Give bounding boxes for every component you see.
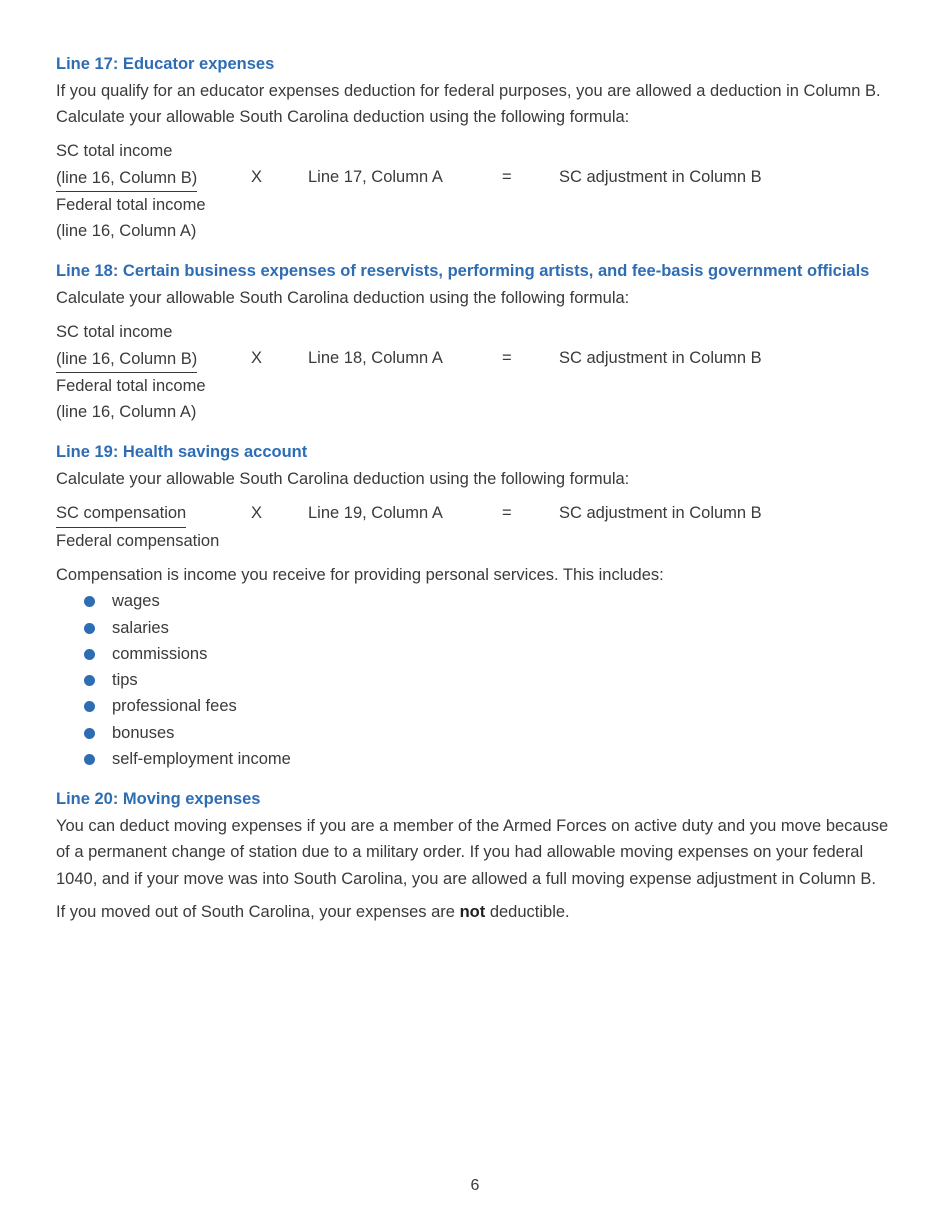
line17-equals: = [502,168,512,187]
list-item-text: self-employment income [112,750,291,769]
list-item [56,720,896,746]
page-number: 6 [470,1177,480,1194]
line19-result: SC adjustment in Column B [559,504,762,523]
list-item [56,588,896,614]
bullet-icon [84,675,95,686]
line18-heading: Line 18: Certain business expenses of reservists, performing artists, and fee-basis government officials [56,262,870,281]
line17-numerator-1: SC total income [56,142,173,161]
list-item-text: wages [112,592,160,611]
line19-denominator: Federal compensation [56,531,220,550]
line19-formula [56,500,896,553]
list-item-text: commissions [112,644,208,663]
line19-compensation-intro: Compensation is income you receive for providing personal services. This includes: [56,565,664,584]
line19-heading: Line 19: Health savings account [56,443,308,462]
bullet-icon [84,701,95,712]
line20-text-after: deductible. [485,903,570,922]
line17-denominator-2: (line 16, Column A) [56,222,197,241]
line20-paragraph-1: You can deduct moving expenses if you are a member of the Armed Forces on active duty and you move because of a permanent change of station due to a military order. If you had allowable moving expenses on your federal 1040, and if your move was into South Carolina, you are allowed a full moving expense adjustment in Column B. [56,816,889,888]
line20-text-before: If you moved out of South Carolina, your expenses are [56,903,460,922]
line17-intro: If you qualify for an educator expenses deduction for federal purposes, you are allowed a deduction in Column B. Calculate your allowable South Carolina deduction using the following formula: [56,81,881,126]
line17-times: X [251,168,263,187]
line18-numerator-1: SC total income [56,323,173,342]
bullet-icon [84,623,95,634]
line18-denominator-2: (line 16, Column A) [56,403,197,422]
document-page [56,51,896,926]
bullet-icon [84,649,95,660]
list-item [56,615,896,641]
list-item-text: salaries [112,618,169,637]
line19-intro: Calculate your allowable South Carolina deduction using the following formula: [56,470,630,489]
bullet-icon [84,728,95,739]
list-item-text: bonuses [112,723,175,742]
line20-paragraph-2 [56,899,896,925]
list-item [56,667,896,693]
line20-heading: Line 20: Moving expenses [56,790,261,809]
line17-denominator-1: Federal total income [56,196,206,215]
line18-formula [56,319,896,425]
line19-equals: = [502,504,512,523]
line18-line-ref: Line 18, Column A [308,349,443,368]
list-item [56,641,896,667]
line18-result: SC adjustment in Column B [559,349,762,368]
line18-denominator-1: Federal total income [56,377,206,396]
line18-intro: Calculate your allowable South Carolina deduction using the following formula: [56,289,630,308]
line17-line-ref: Line 17, Column A [308,168,443,187]
line17-heading: Line 17: Educator expenses [56,55,275,73]
line18-numerator-2: (line 16, Column B) [56,346,197,373]
bullet-icon [84,596,95,607]
compensation-list [56,588,896,772]
list-item [56,746,896,772]
list-item [56,693,896,719]
line18-times: X [251,349,263,368]
list-item-text: professional fees [112,697,237,716]
line17-result: SC adjustment in Column B [559,168,762,187]
line19-numerator: SC compensation [56,500,186,527]
line20-emphasis: not [459,903,486,922]
bullet-icon [84,754,95,765]
line17-formula [56,138,896,244]
line19-times: X [251,504,263,523]
line18-equals: = [502,349,512,368]
line19-line-ref: Line 19, Column A [308,504,443,523]
line17-numerator-2: (line 16, Column B) [56,165,197,192]
list-item-text: tips [112,671,138,690]
